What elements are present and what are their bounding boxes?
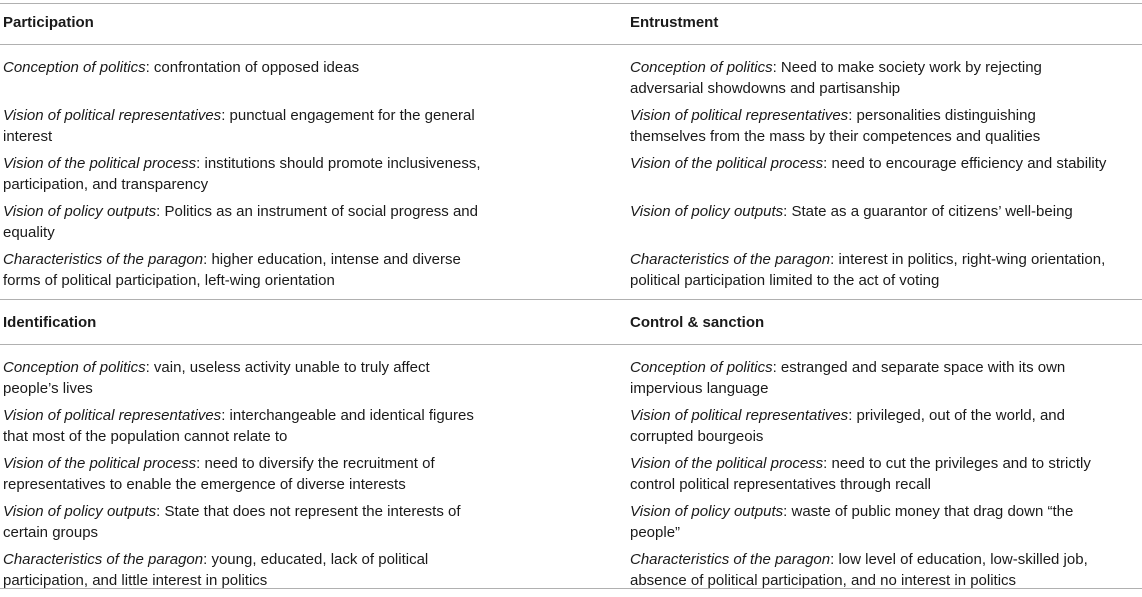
participation-column [3, 57, 483, 297]
item-text: : need to encourage efficiency and stability [823, 155, 1107, 172]
list-item [3, 357, 483, 405]
list-item [630, 357, 1110, 405]
item-text: : State that does not represent the interests of certain groups [3, 503, 461, 541]
header-entrustment: Entrustment [630, 14, 719, 31]
header-participation: Participation [3, 14, 94, 31]
list-item [3, 249, 483, 297]
header-rule-1 [0, 44, 1142, 45]
item-term: Conception of politics [630, 59, 773, 76]
list-item [3, 153, 483, 201]
list-item [3, 57, 483, 105]
list-item [630, 405, 1110, 453]
list-item [630, 201, 1110, 249]
item-text: : estranged and separate space with its own impervious language [630, 359, 1066, 397]
item-text: : personalities distinguishing themselves from the mass by their competences and qualities [630, 107, 1041, 145]
list-item [630, 501, 1110, 549]
list-item [630, 453, 1110, 501]
item-text: : privileged, out of the world, and corrupted bourgeois [630, 407, 1065, 445]
item-text: : low level of education, low-skilled job, absence of political participation, and no interest in politics [630, 551, 1088, 589]
identification-column [3, 357, 483, 597]
list-item [630, 105, 1110, 153]
item-text: : punctual engagement for the general interest [3, 107, 475, 145]
section-divider [0, 299, 1142, 300]
item-term: Vision of political representatives [3, 107, 222, 124]
item-text: : vain, useless activity unable to truly affect people’s lives [3, 359, 430, 397]
list-item [630, 249, 1110, 297]
item-term: Characteristics of the paragon [630, 551, 831, 568]
item-term: Characteristics of the paragon [630, 251, 831, 268]
item-term: Vision of political representatives [630, 107, 849, 124]
list-item [3, 105, 483, 153]
list-item [3, 405, 483, 453]
item-term: Characteristics of the paragon [3, 251, 204, 268]
item-term: Conception of politics [630, 359, 773, 376]
item-text: : confrontation of opposed ideas [145, 59, 360, 76]
item-term: Vision of political representatives [630, 407, 849, 424]
item-term: Vision of policy outputs [630, 503, 784, 520]
item-text: : Politics as an instrument of social progress and equality [3, 203, 478, 241]
header-control-sanction: Control & sanction [630, 314, 765, 331]
item-term: Vision of policy outputs [630, 203, 784, 220]
item-text: : interest in politics, right-wing orientation, political participation limited to the act of voting [630, 251, 1106, 289]
entrustment-column [630, 57, 1110, 297]
item-term: Conception of politics [3, 359, 146, 376]
item-text: : need to diversify the recruitment of representatives to enable the emergence of diverse interests [3, 455, 435, 493]
list-item [630, 153, 1110, 201]
list-item [3, 201, 483, 249]
item-term: Conception of politics [3, 59, 146, 76]
list-item [630, 57, 1110, 105]
item-term: Vision of the political process [630, 155, 824, 172]
item-term: Vision of political representatives [3, 407, 222, 424]
item-term: Vision of the political process [3, 155, 197, 172]
item-text: : Need to make society work by rejecting adversarial showdowns and partisanship [630, 59, 1042, 97]
item-text: : higher education, intense and diverse forms of political participation, left-wing orientation [3, 251, 461, 289]
item-text: : interchangeable and identical figures that most of the population cannot relate to [3, 407, 474, 445]
list-item [3, 453, 483, 501]
list-item [3, 501, 483, 549]
header-identification: Identification [3, 314, 97, 331]
item-term: Vision of the political process [630, 455, 824, 472]
item-text: : need to cut the privileges and to strictly control political representatives through recall [630, 455, 1091, 493]
control-sanction-column [630, 357, 1110, 597]
item-term: Vision of policy outputs [3, 203, 157, 220]
table-top-rule [0, 3, 1142, 4]
header-rule-2 [0, 344, 1142, 345]
item-text: : institutions should promote inclusiveness, participation, and transparency [3, 155, 481, 193]
item-text: : State as a guarantor of citizens’ well-being [783, 203, 1073, 220]
item-term: Vision of policy outputs [3, 503, 157, 520]
item-text: : young, educated, lack of political participation, and little interest in politics [3, 551, 429, 589]
item-text: : waste of public money that drag down “the people” [630, 503, 1074, 541]
item-term: Characteristics of the paragon [3, 551, 204, 568]
item-term: Vision of the political process [3, 455, 197, 472]
